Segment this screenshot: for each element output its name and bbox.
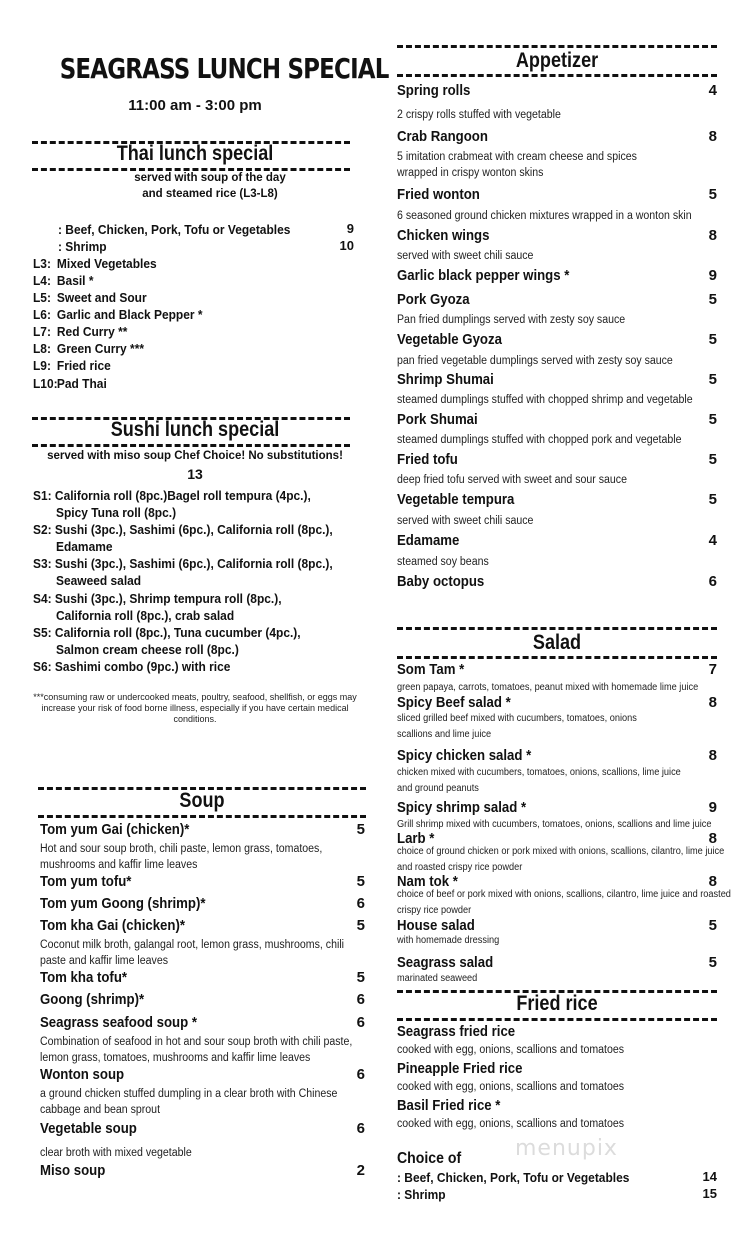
menu-item-description: served with sweet chili sauce bbox=[397, 250, 534, 262]
menu-item-description: steamed soy beans bbox=[397, 556, 489, 568]
menu-item-name: Spicy chicken salad * bbox=[397, 747, 532, 764]
thai-item: L5: Sweet and Sour bbox=[33, 290, 147, 305]
menu-item-name: Pork Shumai bbox=[397, 411, 478, 428]
sushi-line: Salmon cream cheese roll (8pc.) bbox=[56, 642, 239, 657]
soup-heading: Soup bbox=[179, 789, 225, 812]
menu-item-name: Edamame bbox=[397, 532, 460, 549]
menu-item-description: with homemade dressing bbox=[397, 935, 500, 946]
menu-item-price: 8 bbox=[708, 830, 717, 847]
menu-item-name: Basil Fried rice * bbox=[397, 1097, 501, 1114]
menu-item-name: Som Tam * bbox=[397, 661, 465, 678]
menu-item-price: 6 bbox=[356, 1066, 365, 1083]
thai-item: L7: Red Curry ** bbox=[33, 324, 128, 339]
menu-item-name: Baby octopus bbox=[397, 573, 485, 590]
thai-item: L4: Basil * bbox=[33, 273, 94, 288]
thai-option-price: 9 bbox=[346, 221, 354, 236]
divider bbox=[397, 627, 717, 630]
thai-item: L6: Garlic and Black Pepper * bbox=[33, 307, 203, 322]
menu-item-price: 4 bbox=[708, 532, 717, 549]
menu-item-name: Seagrass fried rice bbox=[397, 1023, 516, 1040]
choice-of-label: Choice of bbox=[397, 1150, 462, 1167]
menu-item-name: Pork Gyoza bbox=[397, 291, 470, 308]
sushi-line: Edamame bbox=[56, 539, 113, 554]
menu-item-price: 4 bbox=[708, 82, 717, 99]
menu-item-description: cooked with egg, onions, scallions and tomatoes bbox=[397, 1044, 625, 1056]
divider bbox=[38, 815, 366, 818]
fried-rice-heading: Fried rice bbox=[516, 992, 598, 1015]
menu-item-name: Spicy Beef salad * bbox=[397, 694, 511, 711]
thai-option-price: 10 bbox=[339, 238, 354, 253]
menu-item-name: Crab Rangoon bbox=[397, 128, 488, 145]
thai-item: L10:Pad Thai bbox=[33, 376, 107, 391]
divider bbox=[397, 74, 717, 77]
thai-item: L8: Green Curry *** bbox=[33, 341, 145, 356]
salad-heading: Salad bbox=[532, 631, 582, 654]
divider bbox=[32, 444, 350, 447]
menu-item-description: lemon grass, tomatoes, mushrooms and kaffir lime leaves bbox=[40, 1052, 311, 1064]
menu-item-price: 8 bbox=[708, 873, 717, 890]
menu-item-name: Vegetable Gyoza bbox=[397, 331, 502, 348]
raw-food-warning: conditions. bbox=[173, 714, 217, 724]
menu-item-name: Spicy shrimp salad * bbox=[397, 799, 527, 816]
menu-item-description: cooked with egg, onions, scallions and tomatoes bbox=[397, 1118, 625, 1130]
menu-item-description: clear broth with mixed vegetable bbox=[40, 1147, 192, 1159]
menu-item-price: 5 bbox=[708, 491, 717, 508]
menu-item-description: cooked with egg, onions, scallions and tomatoes bbox=[397, 1081, 625, 1093]
raw-food-warning: increase your risk of food borne illness, especially if you have certain medical bbox=[41, 703, 349, 713]
menu-item-price: 6 bbox=[356, 991, 365, 1008]
menu-item-price: 8 bbox=[708, 128, 717, 145]
menu-item-description: steamed dumplings stuffed with chopped pork and vegetable bbox=[397, 434, 682, 446]
thai-item: L3: Mixed Vegetables bbox=[33, 256, 157, 271]
menu-item-description: 2 crispy rolls stuffed with vegetable bbox=[397, 109, 561, 121]
thai-item: L9: Fried rice bbox=[33, 358, 111, 373]
menu-item-price: 5 bbox=[708, 917, 717, 934]
menu-item-description: marinated seaweed bbox=[397, 973, 478, 984]
menu-item-price: 8 bbox=[708, 227, 717, 244]
menu-item-price: 5 bbox=[356, 917, 365, 934]
menu-item-name: Shrimp Shumai bbox=[397, 371, 494, 388]
thai-option: : Shrimp bbox=[58, 239, 107, 254]
thai-heading: Thai lunch special bbox=[116, 142, 274, 165]
menu-item-price: 5 bbox=[708, 954, 717, 971]
appetizer-heading: Appetizer bbox=[515, 49, 599, 72]
rice-choice-price: 15 bbox=[702, 1186, 717, 1201]
menupix-watermark: menupix bbox=[515, 1136, 618, 1161]
menu-item-name: Larb * bbox=[397, 830, 435, 847]
menu-item-name: Tom yum tofu* bbox=[40, 873, 132, 890]
sushi-line: S2: Sushi (3pc.), Sashimi (6pc.), California roll (8pc.), bbox=[33, 522, 333, 537]
menu-item-price: 6 bbox=[356, 1014, 365, 1031]
thai-subtitle: and steamed rice (L3-L8) bbox=[142, 188, 278, 200]
divider bbox=[397, 45, 717, 48]
menu-item-description: Coconut milk broth, galangal root, lemon grass, mushrooms, chili bbox=[40, 939, 345, 951]
menu-item-price: 5 bbox=[356, 821, 365, 838]
rice-choice: : Beef, Chicken, Pork, Tofu or Vegetables bbox=[397, 1170, 630, 1185]
menu-item-description: Combination of seafood in hot and sour soup broth with chili paste, bbox=[40, 1036, 353, 1048]
menu-item-description: and roasted crispy rice powder bbox=[397, 862, 523, 873]
menu-item-name: Nam tok * bbox=[397, 873, 458, 890]
lunch-hours: 11:00 am - 3:00 pm bbox=[128, 97, 262, 114]
menu-item-price: 9 bbox=[708, 267, 717, 284]
menu-item-description: pan fried vegetable dumplings served with zesty soy sauce bbox=[397, 355, 673, 367]
menu-item-description: paste and kaffir lime leaves bbox=[40, 955, 169, 967]
menu-item-price: 5 bbox=[708, 411, 717, 428]
menu-item-description: choice of beef or pork mixed with onions, scallions, cilantro, lime juice and roasted bbox=[397, 889, 731, 900]
menu-item-name: Garlic black pepper wings * bbox=[397, 267, 570, 284]
menu-item-name: Seagrass seafood soup * bbox=[40, 1014, 197, 1031]
menu-item-price: 5 bbox=[356, 969, 365, 986]
menu-item-description: mushrooms and kaffir lime leaves bbox=[40, 859, 198, 871]
menu-item-price: 9 bbox=[708, 799, 717, 816]
sushi-line: S1: California roll (8pc.)Bagel roll tempura (4pc.), bbox=[33, 488, 311, 503]
menu-item-description: and ground peanuts bbox=[397, 783, 479, 794]
menu-item-description: cabbage and bean sprout bbox=[40, 1104, 161, 1116]
sushi-subtitle: served with miso soup Chef Choice! No substitutions! bbox=[47, 450, 343, 462]
menu-item-name: Pineapple Fried rice bbox=[397, 1060, 523, 1077]
menu-item-price: 5 bbox=[708, 186, 717, 203]
menu-item-name: Tom kha tofu* bbox=[40, 969, 128, 986]
thai-subtitle: served with soup of the day bbox=[134, 172, 286, 184]
sushi-line: S3: Sushi (3pc.), Sashimi (6pc.), California roll (8pc.), bbox=[33, 556, 333, 571]
menu-item-description: Pan fried dumplings served with zesty soy sauce bbox=[397, 314, 626, 326]
menu-item-description: steamed dumplings stuffed with chopped shrimp and vegetable bbox=[397, 394, 693, 406]
menu-item-description: Grill shrimp mixed with cucumbers, tomatoes, onions, scallions and lime juice bbox=[397, 819, 712, 830]
menu-item-name: Goong (shrimp)* bbox=[40, 991, 145, 1008]
sushi-line: S6: Sashimi combo (9pc.) with rice bbox=[33, 659, 231, 674]
menu-item-description: scallions and lime juice bbox=[397, 729, 492, 740]
menu-item-description: deep fried tofu served with sweet and sour sauce bbox=[397, 474, 627, 486]
menu-item-price: 5 bbox=[708, 371, 717, 388]
menu-item-price: 8 bbox=[708, 694, 717, 711]
menu-item-description: Hot and sour soup broth, chili paste, lemon grass, tomatoes, bbox=[40, 843, 323, 855]
rice-choice-price: 14 bbox=[702, 1169, 717, 1184]
menu-item-name: Fried tofu bbox=[397, 451, 458, 468]
menu-item-name: Fried wonton bbox=[397, 186, 480, 203]
menu-item-description: 6 seasoned ground chicken mixtures wrapped in a wonton skin bbox=[397, 210, 692, 222]
divider bbox=[397, 1018, 717, 1021]
menu-item-description: chicken mixed with cucumbers, tomatoes, onions, scallions, lime juice bbox=[397, 767, 681, 778]
thai-option: : Beef, Chicken, Pork, Tofu or Vegetables bbox=[58, 222, 291, 237]
menu-item-description: green papaya, carrots, tomatoes, peanut mixed with homemade lime juice bbox=[397, 682, 699, 693]
sushi-line: California roll (8pc.), crab salad bbox=[56, 608, 235, 623]
sushi-heading: Sushi lunch special bbox=[110, 418, 280, 441]
menu-item-name: Vegetable tempura bbox=[397, 491, 515, 508]
menu-item-name: House salad bbox=[397, 917, 475, 934]
menu-item-price: 5 bbox=[708, 291, 717, 308]
menu-item-price: 6 bbox=[356, 1120, 365, 1137]
menu-item-name: Spring rolls bbox=[397, 82, 471, 99]
menu-item-price: 5 bbox=[356, 873, 365, 890]
menu-item-description: choice of ground chicken or pork mixed with onions, scallions, cilantro, lime juice bbox=[397, 846, 725, 857]
menu-item-price: 2 bbox=[356, 1162, 365, 1179]
menu-item-description: 5 imitation crabmeat with cream cheese and spices bbox=[397, 151, 637, 163]
menu-item-price: 5 bbox=[708, 451, 717, 468]
menu-item-name: Vegetable soup bbox=[40, 1120, 137, 1137]
menu-item-name: Chicken wings bbox=[397, 227, 490, 244]
menu-item-description: a ground chicken stuffed dumpling in a clear broth with Chinese bbox=[40, 1088, 338, 1100]
raw-food-warning: ***consuming raw or undercooked meats, poultry, seafood, shellfish, or eggs may bbox=[33, 692, 357, 702]
menu-title: SEAGRASS LUNCH SPECIAL bbox=[59, 52, 389, 85]
menu-item-price: 6 bbox=[356, 895, 365, 912]
menu-item-price: 7 bbox=[708, 661, 717, 678]
menu-item-name: Seagrass salad bbox=[397, 954, 494, 971]
sushi-line: S5: California roll (8pc.), Tuna cucumber (4pc.), bbox=[33, 625, 301, 640]
menu-item-name: Miso soup bbox=[40, 1162, 106, 1179]
rice-choice: : Shrimp bbox=[397, 1187, 446, 1202]
menu-item-name: Tom kha Gai (chicken)* bbox=[40, 917, 185, 934]
menu-item-description: crispy rice powder bbox=[397, 905, 472, 916]
divider bbox=[397, 656, 717, 659]
menu-item-price: 8 bbox=[708, 747, 717, 764]
menu-item-price: 6 bbox=[708, 573, 717, 590]
sushi-line: S4: Sushi (3pc.), Shrimp tempura roll (8pc.), bbox=[33, 591, 282, 606]
menu-item-description: served with sweet chili sauce bbox=[397, 515, 534, 527]
menu-item-description: sliced grilled beef mixed with cucumbers, tomatoes, onions bbox=[397, 713, 637, 724]
menu-item-description: wrapped in crispy wonton skins bbox=[397, 167, 544, 179]
menu-item-name: Tom yum Gai (chicken)* bbox=[40, 821, 190, 838]
menu-item-price: 5 bbox=[708, 331, 717, 348]
menu-item-name: Tom yum Goong (shrimp)* bbox=[40, 895, 206, 912]
sushi-line: Spicy Tuna roll (8pc.) bbox=[56, 505, 177, 520]
menu-item-name: Wonton soup bbox=[40, 1066, 125, 1083]
sushi-line: Seaweed salad bbox=[56, 573, 142, 588]
sushi-price: 13 bbox=[187, 466, 203, 482]
